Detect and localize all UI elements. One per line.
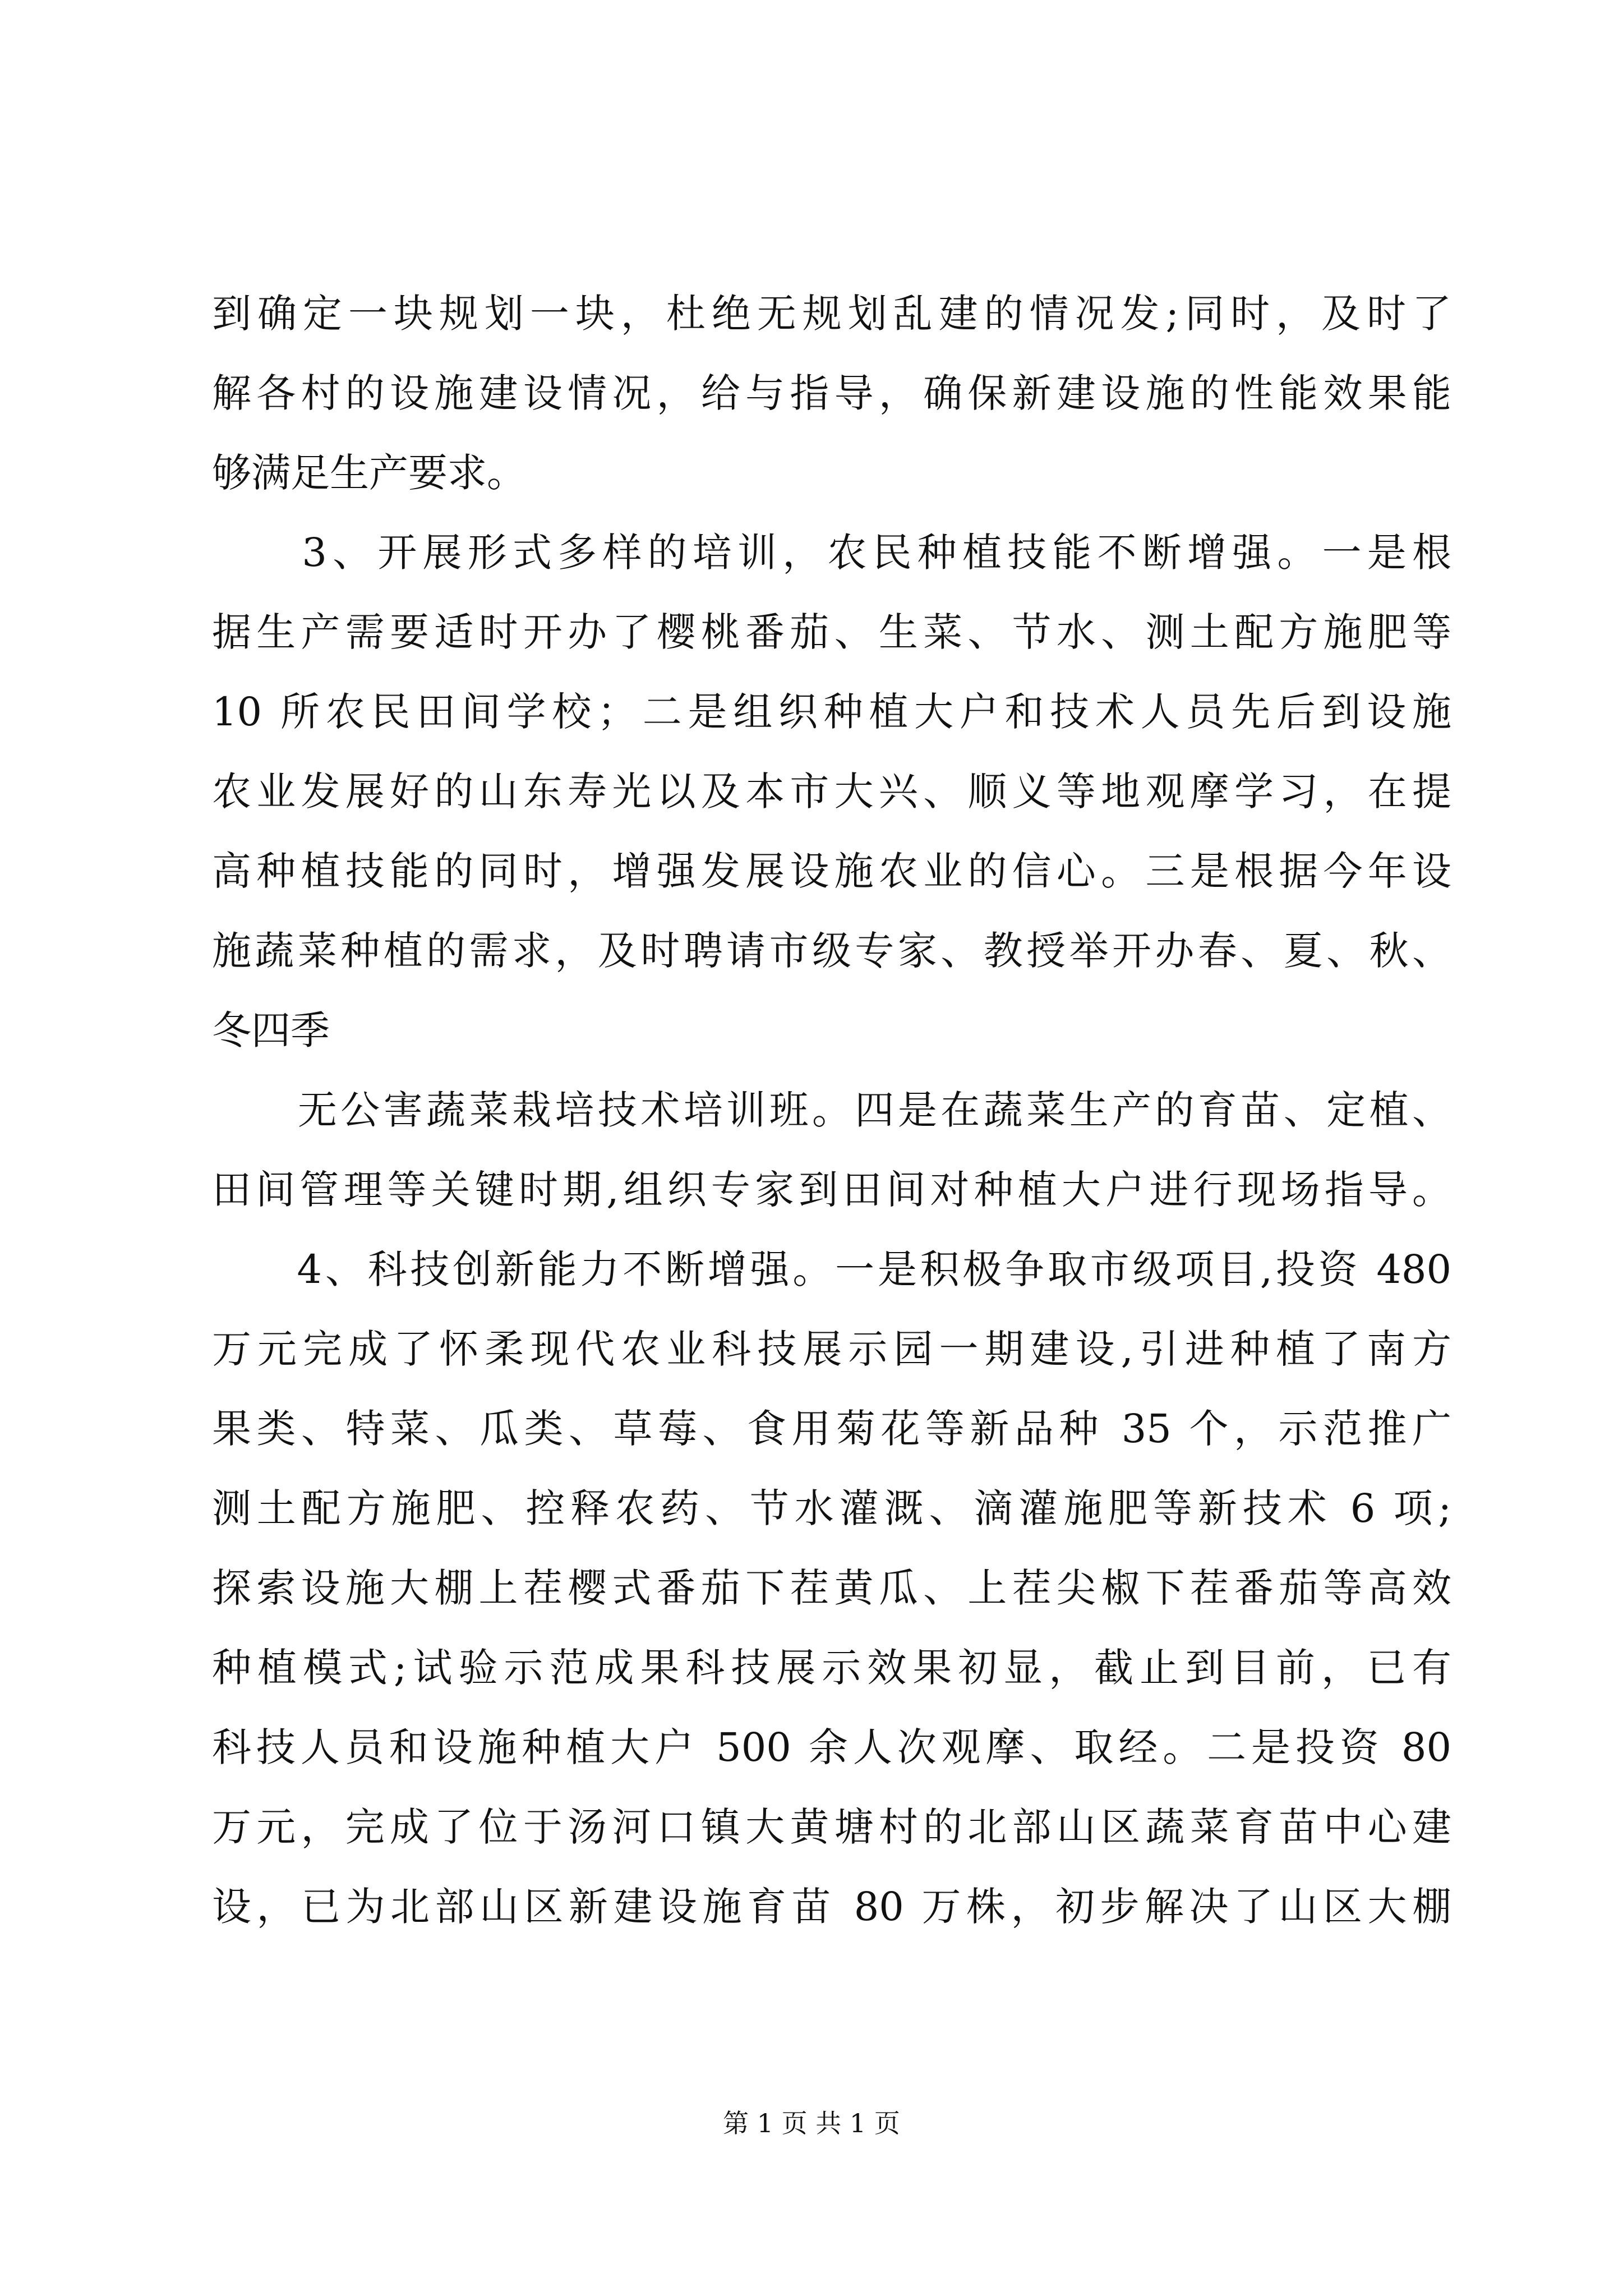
text-line: 设，已为北部山区新建设施育苗 80 万株，初步解决了山区大棚 [212, 1884, 1451, 1930]
text-line: 到确定一块规划一块，杜绝无规划乱建的情况发;同时，及时了 [212, 291, 1451, 337]
text-line: 解各村的设施建设情况，给与指导，确保新建设施的性能效果能 [212, 370, 1451, 416]
text-line: 4、科技创新能力不断增强。一是积极争取市级项目,投资 480 [212, 1246, 1451, 1292]
text-line: 探索设施大棚上茬樱式番茄下茬黄瓜、上茬尖椒下茬番茄等高效 [212, 1565, 1451, 1611]
body-text [212, 274, 1451, 1947]
text-line: 高种植技能的同时，增强发展设施农业的信心。三是根据今年设 [212, 848, 1451, 894]
page-footer: 第 1 页 共 1 页 [723, 2108, 900, 2138]
text-line: 够满足生产要求。 [212, 450, 526, 496]
text-line: 测土配方施肥、控释农药、节水灌溉、滴灌施肥等新技术 6 项; [212, 1485, 1451, 1531]
text-line: 果类、特菜、瓜类、草莓、食用菊花等新品种 35 个，示范推广 [212, 1406, 1451, 1452]
text-line: 万元完成了怀柔现代农业科技展示园一期建设,引进种植了南方 [212, 1326, 1451, 1372]
text-line: 科技人员和设施种植大户 500 余人次观摩、取经。二是投资 80 [212, 1724, 1451, 1770]
text-line: 万元，完成了位于汤河口镇大黄塘村的北部山区蔬菜育苗中心建 [212, 1804, 1451, 1850]
text-line: 农业发展好的山东寿光以及本市大兴、顺义等地观摩学习，在提 [212, 769, 1451, 815]
text-line: 3、开展形式多样的培训，农民种植技能不断增强。一是根 [212, 530, 1451, 576]
text-line: 10 所农民田间学校；二是组织种植大户和技术人员先后到设施 [212, 689, 1451, 735]
text-line: 无公害蔬菜栽培技术培训班。四是在蔬菜生产的育苗、定植、 [212, 1087, 1451, 1133]
text-line: 据生产需要适时开办了樱桃番茄、生菜、节水、测土配方施肥等 [212, 609, 1451, 655]
text-line: 田间管理等关键时期,组织专家到田间对种植大户进行现场指导。 [212, 1167, 1451, 1213]
text-line: 冬四季 [212, 1007, 330, 1053]
text-line: 种植模式;试验示范成果科技展示效果初显，截止到目前，已有 [212, 1645, 1451, 1691]
text-line: 施蔬菜种植的需求，及时聘请市级专家、教授举开办春、夏、秋、 [212, 928, 1451, 974]
